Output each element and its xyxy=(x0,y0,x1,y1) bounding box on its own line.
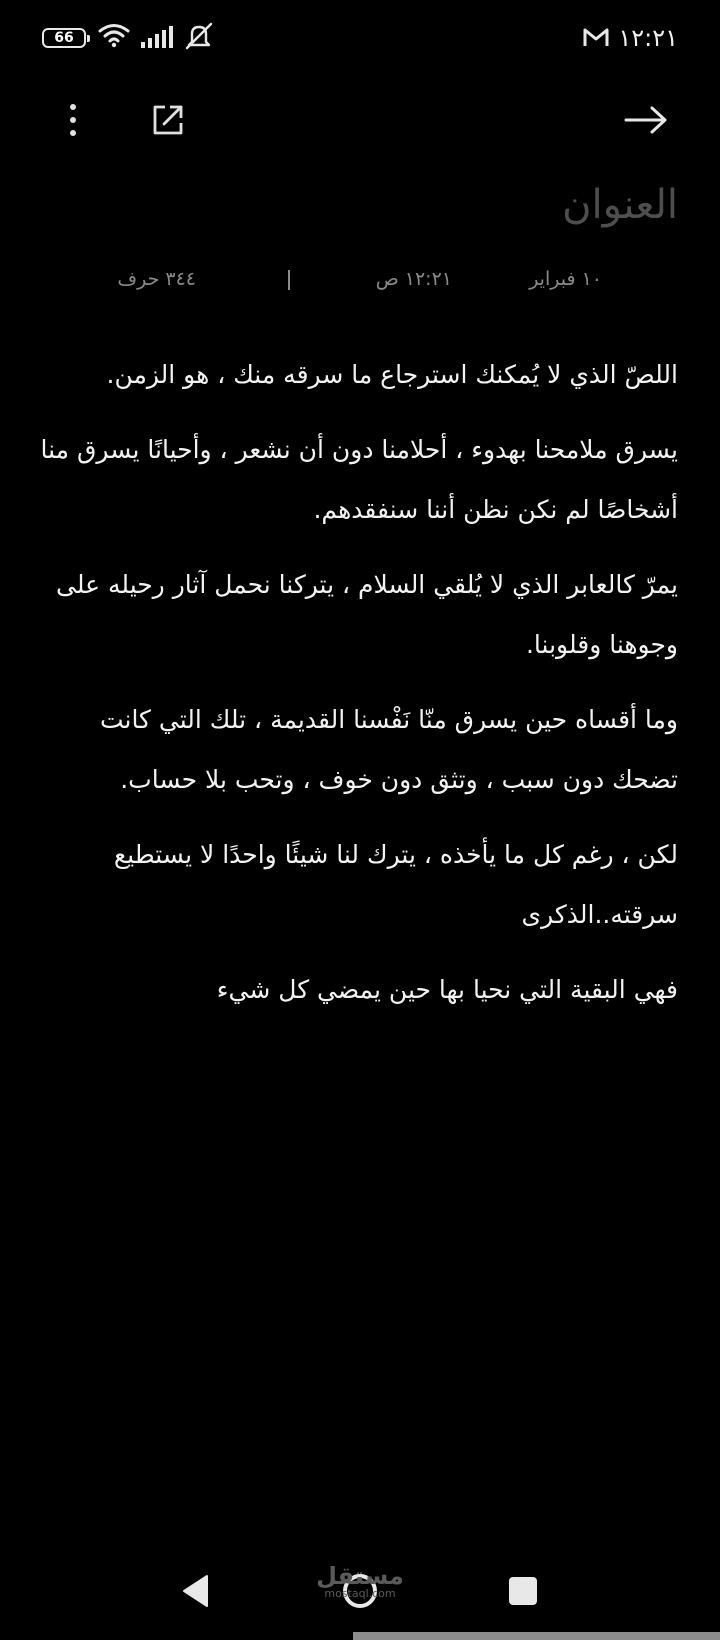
note-paragraph: يسرق ملامحنا بهدوء ، أحلامنا دون أن نشعر ، وأحيانًا يسرق منا أشخاصًا لم نكن نظن أننا سنفقدهم. xyxy=(40,435,678,524)
back-button[interactable] xyxy=(618,92,674,148)
note-paragraph: فهي البقية التي نحيا بها حين يمضي كل شيء xyxy=(216,975,678,1004)
triangle-back-icon xyxy=(181,1574,211,1608)
note-char-count: ٣٤٤ حرف xyxy=(117,268,196,290)
note-paragraph: اللصّ الذي لا يُمكنك استرجاع ما سرقه منك ، هو الزمن. xyxy=(106,360,678,389)
gmail-icon xyxy=(582,26,610,48)
note-toolbar xyxy=(0,80,720,160)
status-clock: ١٢:٢١ xyxy=(618,24,678,52)
watermark-logo xyxy=(315,1564,405,1600)
square-recents-icon xyxy=(508,1576,538,1606)
share-icon xyxy=(150,102,186,138)
battery-level: 66 xyxy=(54,30,74,46)
nav-recents-button[interactable] xyxy=(495,1566,551,1616)
nav-back-button[interactable] xyxy=(168,1566,224,1616)
note-paragraph: لكن ، رغم كل ما يأخذه ، يترك لنا شيئًا واحدًا لا يستطيع سرقته..الذكرى xyxy=(113,840,678,929)
note-paragraph: وما أقساه حين يسرق منّا نَفْسنا القديمة ، تلك التي كانت تضحك دون سبب ، وتثق دون خوف ، وتحب بلا حساب. xyxy=(99,705,678,794)
signal-icon xyxy=(141,26,175,48)
note-date: ١٠ فبراير xyxy=(529,268,602,290)
meta-divider xyxy=(288,270,290,290)
watermark-arabic: مستقل xyxy=(316,1562,404,1590)
arrow-right-icon xyxy=(624,105,668,135)
scroll-progress-fill xyxy=(353,1632,720,1640)
battery-icon xyxy=(42,28,86,48)
share-button[interactable] xyxy=(140,92,196,148)
note-body[interactable] xyxy=(40,345,678,1035)
note-time: ١٢:٢١ ص xyxy=(375,268,452,290)
more-vertical-icon xyxy=(68,103,78,137)
note-title-field[interactable]: العنوان xyxy=(562,182,678,228)
status-bar xyxy=(0,0,720,80)
wifi-icon xyxy=(98,22,130,48)
watermark-latin: mostaql.com xyxy=(324,1587,396,1600)
note-paragraph: يمرّ كالعابر الذي لا يُلقي السلام ، يتركنا نحمل آثار رحيله على وجوهنا وقلوبنا. xyxy=(56,570,678,659)
scroll-progress-bar xyxy=(0,1632,720,1640)
bell-muted-icon xyxy=(184,22,214,50)
more-options-button[interactable] xyxy=(45,92,101,148)
